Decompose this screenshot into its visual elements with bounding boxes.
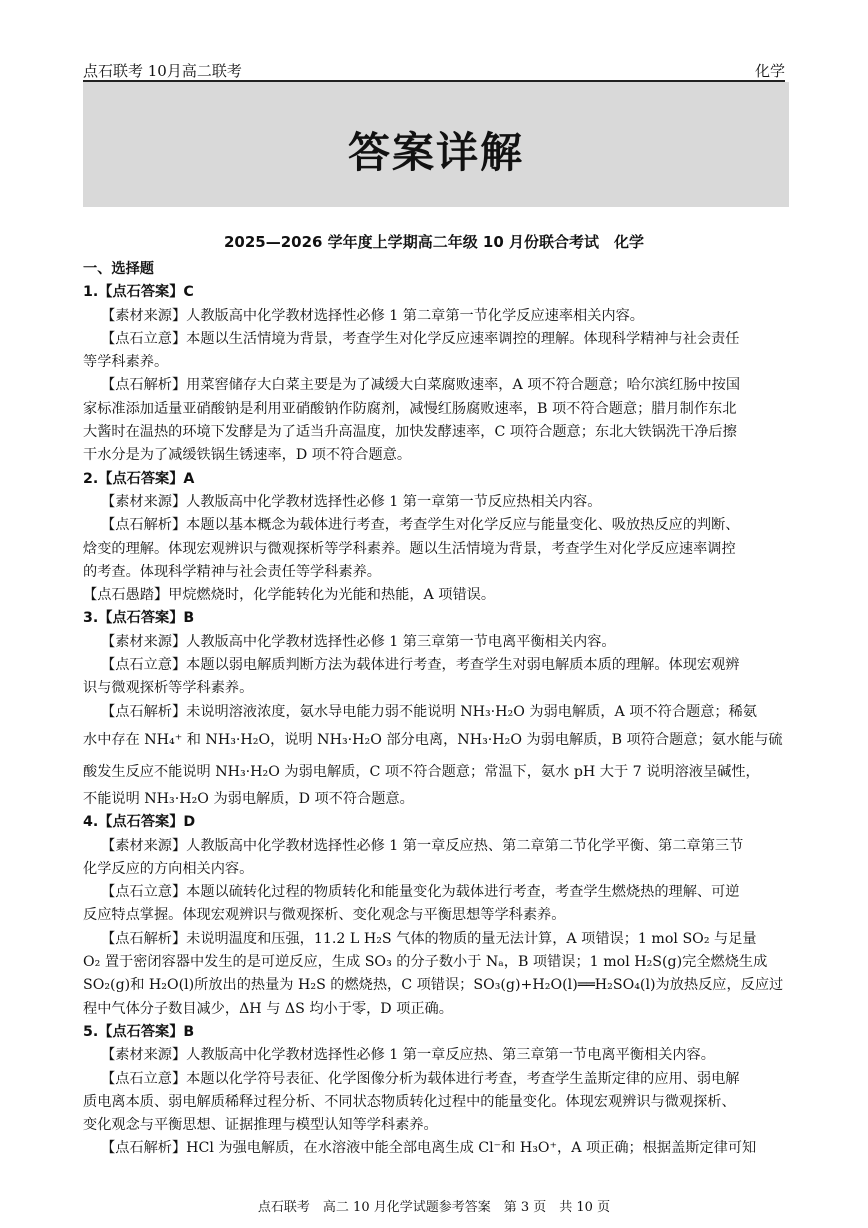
text-line: 的考查。体现科学精神与社会责任等学科素养。: [83, 563, 381, 580]
text-line: SO₂(g)和 H₂O(l)所放出的热量为 H₂S 的燃烧热，C 项错误；SO₃(g)+H₂O(l)══H₂SO₄(l)为放热反应，反应过: [83, 977, 784, 994]
text-line: 【点石解析】本题以基本概念为载体进行考查，考查学生对化学反应与能量变化、吸放热反应的判断、: [101, 517, 740, 534]
section-heading: 1.【点石答案】C: [83, 284, 194, 301]
section-heading: 2.【点石答案】A: [83, 470, 195, 487]
text-line: 【素材来源】人教版高中化学教材选择性必修 1 第三章第一节电离平衡相关内容。: [101, 633, 616, 650]
text-line: 【点石解析】未说明溶液浓度，氨水导电能力弱不能说明 NH₃·H₂O 为弱电解质，A 项不符合题意；稀氨: [101, 703, 757, 720]
section-heading: 3.【点石答案】B: [83, 610, 195, 627]
text-line: 【点石解析】用菜窖储存大白菜主要是为了减缓大白菜腐败速率，A 项不符合题意；哈尔滨红肠中按国: [101, 377, 741, 394]
section-heading: 一、选择题: [83, 261, 154, 277]
header-right: 化学: [754, 62, 785, 80]
text-line: 【点石立意】本题以硫转化过程的物质转化和能量变化为载体进行考查，考查学生燃烧热的理解、可逆: [101, 884, 740, 901]
text-line: 不能说明 NH₃·H₂O 为弱电解质，D 项不符合题意。: [83, 790, 414, 807]
text-line: 程中气体分子数目减少，ΔH 与 ΔS 均小于零，D 项正确。: [83, 1000, 453, 1017]
text-line: 【点石立意】本题以化学符号表征、化学图像分析为载体进行考查，考查学生盖斯定律的应用、弱电解: [101, 1070, 740, 1087]
answer-body: [83, 258, 789, 1161]
text-line: 【点石立意】本题以弱电解质判断方法为载体进行考查，考查学生对弱电解质本质的理解。体现宏观辨: [101, 657, 740, 674]
text-line: 【点石立意】本题以生活情境为背景，考查学生对化学反应速率调控的理解。体现科学精神与社会责任: [101, 330, 740, 347]
text-line: 化学反应的方向相关内容。: [83, 860, 254, 877]
text-line: 【点石解析】HCl 为强电解质，在水溶液中能全部电离生成 Cl⁻和 H₃O⁺，A 项正确；根据盖斯定律可知: [101, 1140, 757, 1157]
text-line: 干水分是为了减缓铁锅生锈速率，D 项不符合题意。: [83, 447, 412, 464]
text-line: 【素材来源】人教版高中化学教材选择性必修 1 第一章反应热、第二章第二节化学平衡、第二章第三节: [101, 837, 744, 854]
text-line: 水中存在 NH₄⁺ 和 NH₃·H₂O，说明 NH₃·H₂O 部分电离，NH₃·H₂O 为弱电解质，B 项符合题意；氨水能与硫: [83, 731, 783, 748]
header-left: 点石联考 10月高二联考: [83, 62, 242, 80]
text-line: 变化观念与平衡思想、证据推理与模型认知等学科素养。: [83, 1117, 438, 1134]
text-line: 【素材来源】人教版高中化学教材选择性必修 1 第一章反应热、第三章第一节电离平衡相关内容。: [101, 1047, 715, 1064]
text-line: O₂ 置于密闭容器中发生的是可逆反应，生成 SO₃ 的分子数小于 Nₐ，B 项错误；1 mol H₂S(g)完全燃烧生成: [83, 954, 768, 971]
page-footer: 点石联考 高二 10 月化学试题参考答案 第 3 页 共 10 页: [257, 1200, 611, 1215]
banner-title: 答案详解: [347, 128, 524, 177]
text-line: 【点石解析】未说明温度和压强，11.2 L H₂S 气体的物质的量无法计算，A 项错误；1 mol SO₂ 与足量: [101, 930, 757, 947]
text-line: 【素材来源】人教版高中化学教材选择性必修 1 第一章第一节反应热相关内容。: [101, 493, 602, 510]
text-line: 识与微观探析等学科素养。: [83, 680, 254, 697]
text-line: 反应特点掌握。体现宏观辨识与微观探析、变化观念与平衡思想等学科素养。: [83, 907, 566, 924]
text-line: 焓变的理解。体现宏观辨识与微观探析等学科素养。题以生活情境为背景，考查学生对化学反应速率调控: [83, 540, 736, 557]
text-line: 酸发生反应不能说明 NH₃·H₂O 为弱电解质，C 项不符合题意；常温下，氨水 pH 大于 7 说明溶液呈碱性，: [83, 763, 760, 780]
title-banner: [83, 82, 789, 207]
text-line: 【点石愚踏】甲烷燃烧时，化学能转化为光能和热能，A 项错误。: [83, 587, 496, 604]
exam-subtitle: 2025—2026 学年度上学期高二年级 10 月份联合考试 化学: [223, 233, 645, 251]
text-line: 质电离本质、弱电解质稀释过程分析、不同状态物质转化过程中的能量变化。体现宏观辨识与微观探析、: [83, 1093, 736, 1110]
text-line: 等学科素养。: [83, 354, 169, 371]
text-line: 【素材来源】人教版高中化学教材选择性必修 1 第二章第一节化学反应速率相关内容。: [101, 307, 644, 324]
text-line: 家标准添加适量亚硝酸钠是利用亚硝酸钠作防腐剂，减慢红肠腐败速率，B 项不符合题意；腊月制作东北: [83, 400, 737, 417]
section-heading: 5.【点石答案】B: [83, 1023, 195, 1040]
section-heading: 4.【点石答案】D: [83, 814, 196, 831]
text-line: 大酱时在温热的环境下发酵是为了适当升高温度，加快发酵速率，C 项符合题意；东北大铁锅洗干净后擦: [83, 424, 737, 441]
running-header: [83, 60, 785, 82]
